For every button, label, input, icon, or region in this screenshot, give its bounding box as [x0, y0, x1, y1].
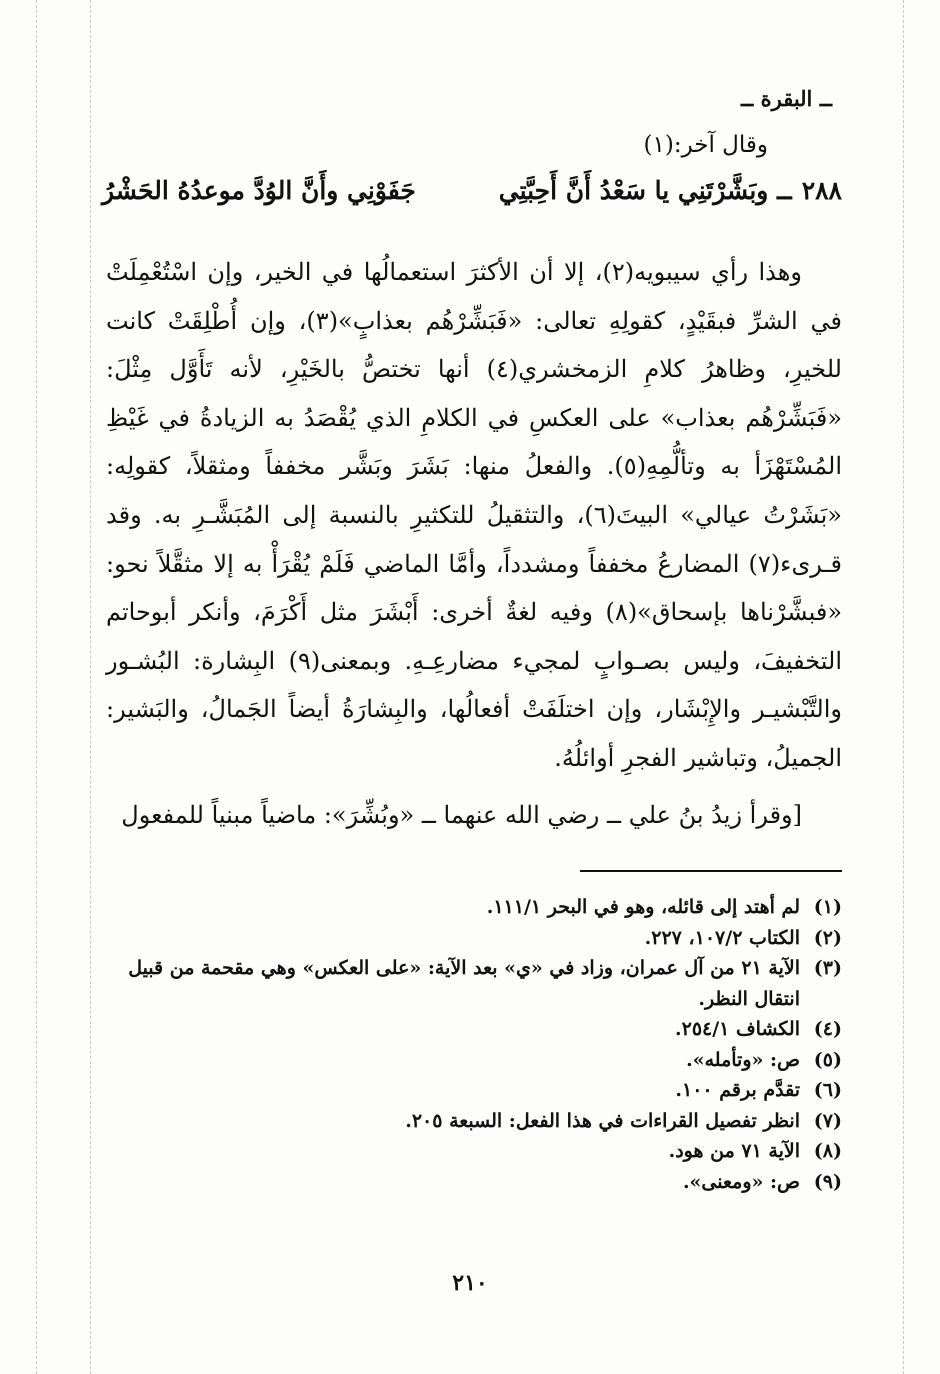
scan-guide-line — [36, 0, 37, 1374]
footnote-text: تقدَّم برقم ١٠٠. — [675, 1079, 800, 1101]
paragraph: وهذا رأي سيبويه(٢)، إلا أن الأكثرَ استعمالُها في الخير، وإن اسْتُعْمِلَتْ في الشرِّ فبقَيْدٍ، كقولِهِ تعالى: «فَبَشِّرْهُم بعذابٍ»(٣)، وإن أُطْلِقَتْ كانت للخيرِ، وظاهرُ كلامِ الزمخشري(٤) أنها تختصُّ بالخَيْرِ، لأنه تَأَوَّل مِثْلَ: «فَبَشِّرْهُم بعذاب» على العكسِ في الكلامِ الذي يُقْصَدُ به الزيادةُ في غَيْظِ المُسْتَهْزَأ به وتألُّمِهِ(٥). والفعلُ منها: بَشَرَ وبَشَّر مخففاً ومثقلاً، كقولِه: «بَشَرْتُ عيالي» البيتَ(٦)، والتثقيلُ للتكثيرِ بالنسبة إلى المُبَشَّـرِ به. وقد قـرىء(٧) المضارعُ مخففاً ومشدداً، وأمَّا الماضي فَلَمْ يُقْرَأْ به إلا مثقَّلاً نحو: «فبشَّرْناها بإسحاق»(٨) وفيه لغةٌ أخرى: أَبْشَرَ مثل أَكْرَمَ، وأنكر أبوحاتم التخفيفَ، وليس بصـوابٍ لمجيء مضارعِـهِ. وبمعنى(٩) البِشارة: البُشـور والتَّبْشيـر والإِبْشَار، وإن اختلَفَتْ أفعالُها، والبِشارَةُ أيضاً الجَمالُ، والبَشير: الجميلُ، وتباشير الفجرِ أوائلُهُ. — [106, 258, 843, 772]
footnote-text: الكتاب ١٠٧/٢، ٢٢٧. — [644, 926, 800, 949]
footnote — [102, 1136, 842, 1167]
verse-first-hemistich: ــ وبَشَّرْتَنِي يا سَعْدُ أَنَّ أَحِبَّتِي — [498, 176, 792, 205]
footnote-text: لم أهتد إلى قائله، وهو في البحر ١١١/١. — [486, 896, 800, 918]
footnote — [102, 953, 842, 1014]
footnote-text: ص: «ومعنى». — [682, 1170, 800, 1193]
footnote — [102, 1167, 842, 1198]
scan-guide-line — [90, 0, 91, 1374]
footnote-text: الآية ٧١ من هود. — [668, 1140, 800, 1162]
footnote-text: ص: «وتأمله». — [686, 1048, 800, 1071]
footnote — [102, 1014, 842, 1045]
footnote-number: (٤) — [813, 1018, 842, 1040]
footnote-number: (٢) — [813, 926, 842, 949]
footnote-text: الكشاف ٢٥٤/١. — [674, 1018, 800, 1040]
footnote-number: (٥) — [813, 1048, 842, 1071]
poetry-verse — [102, 176, 842, 205]
footnote-number: (٩) — [813, 1170, 842, 1193]
verse-second-hemistich: جَفَوْنِي وأَنَّ الوُدَّ موعدُهُ الحَشْرُ — [102, 176, 416, 205]
footnote — [102, 1106, 842, 1137]
footnote-number: (٨) — [813, 1140, 842, 1162]
verse-number: ٢٨٨ — [801, 176, 842, 205]
footnote — [102, 1075, 842, 1106]
footnote-separator — [580, 870, 842, 872]
running-header: ــ البقرة ــ — [740, 86, 832, 111]
footnote-number: (٧) — [813, 1109, 842, 1132]
main-text — [106, 248, 842, 839]
footnote — [102, 892, 842, 923]
footnote-text: الآية ٢١ من آل عمران، وزاد في «ي» بعد الآية: «على العكس» وهي مقحمة من قبيل انتقال النظر. — [128, 957, 800, 1010]
scan-guide-line — [903, 0, 904, 1374]
verse-intro: وقال آخر:(١) — [643, 132, 768, 158]
footnote — [102, 923, 842, 954]
footnotes-list — [102, 892, 842, 1197]
page-number: ٢١٠ — [452, 1270, 488, 1296]
footnote-number: (٣) — [813, 957, 842, 979]
paragraph: [وقرأ زيدُ بنُ علي ــ رضي الله عنهما ــ «وبُشِّرَ»: ماضياً مبنياً للمفعول — [121, 800, 802, 829]
footnote-text: انظر تفصيل القراءات في هذا الفعل: السبعة ٢٠٥. — [405, 1109, 800, 1132]
footnote-number: (١) — [813, 896, 842, 918]
footnote — [102, 1045, 842, 1076]
footnote-number: (٦) — [813, 1079, 842, 1101]
